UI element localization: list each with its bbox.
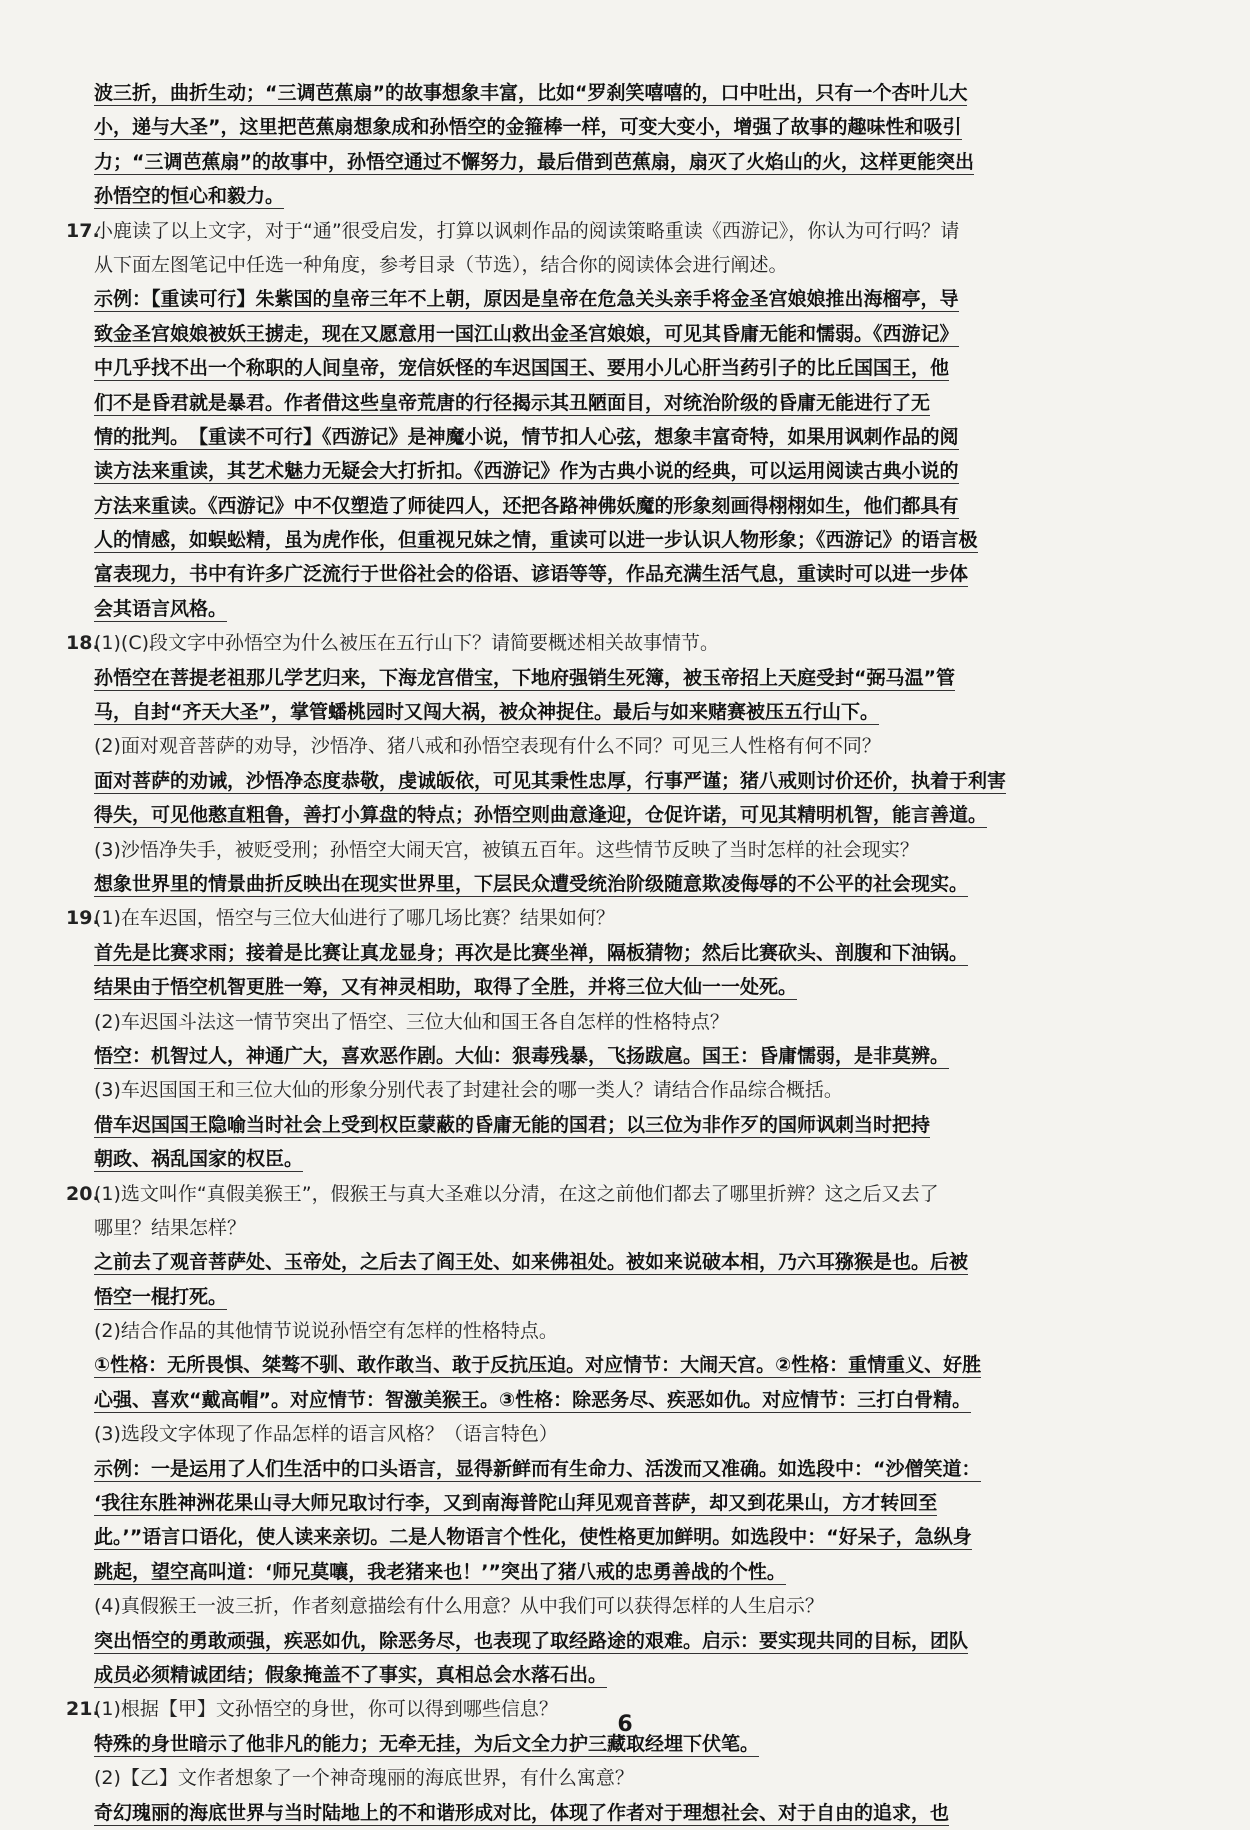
answer-line <box>94 557 1174 591</box>
line-text: 哪里？结果怎样？ <box>94 1216 247 1239</box>
answer-line <box>94 386 1174 420</box>
question-number: 18. <box>66 632 100 655</box>
line-text: 中几乎找不出一个称职的人间皇帝，宠信妖怪的车迟国国王、要用小儿心肝当药引子的比丘国国王，他 <box>94 357 950 380</box>
question-line <box>94 1589 1174 1623</box>
line-text: 面对菩萨的劝诫，沙悟净态度恭敬，虔诚皈依，可见其秉性忠厚，行事严谨；猪八戒则讨价还价，执着于利害 <box>94 769 1007 792</box>
question-line <box>94 729 1174 763</box>
question-line <box>94 1761 1174 1795</box>
question-number: 20. <box>66 1182 100 1205</box>
line-text: 富表现力，书中有许多广泛流行于世俗社会的俗语、谚语等等，作品充满生活气息，重读时可以进一步体 <box>94 563 969 586</box>
line-text: 奇幻瑰丽的海底世界与当时陆地上的不和谐形成对比，体现了作者对于理想社会、对于自由的追求，也 <box>94 1801 950 1824</box>
line-text: (2)面对观音菩萨的劝导，沙悟净、猪八戒和孙悟空表现有什么不同？可见三人性格有何不同？ <box>94 735 881 758</box>
line-text: 此。’”语言口语化，使人读来亲切。二是人物语言个性化，使性格更加鲜明。如选段中：“好呆子，急纵身 <box>94 1526 972 1549</box>
line-text: 结果由于悟空机智更胜一筹，又有神灵相助，取得了全胜，并将三位大仙一一处死。 <box>94 976 798 999</box>
line-text: 读方法来重读，其艺术魅力无疑会大打折扣。《西游记》作为古典小说的经典，可以运用阅读古典小说的 <box>94 460 959 483</box>
line-text: 首先是比赛求雨；接着是比赛让真龙显身；再次是比赛坐禅，隔板猜物；然后比赛砍头、剖腹和下油锅。 <box>94 941 969 964</box>
answer-line <box>94 179 1174 213</box>
answer-line <box>94 1658 1174 1692</box>
text-body <box>66 76 1174 1830</box>
page-number: 6 <box>617 1712 633 1737</box>
line-text: 们不是昏君就是暴君。作者借这些皇帝荒唐的行径揭示其丑陋面目，对统治阶级的昏庸无能进行了无 <box>94 391 931 414</box>
question-line <box>94 833 1174 867</box>
question-line <box>66 901 1174 935</box>
answer-line <box>94 1280 1174 1314</box>
line-text: 孙悟空在菩提老祖那儿学艺归来，下海龙宫借宝，下地府强销生死簿，被玉帝招上天庭受封“弼马温”管 <box>94 666 955 689</box>
line-text: 跳起，望空高叫道：‘师兄莫嚷，我老猪来也！’”突出了猪八戒的忠勇善战的个性。 <box>94 1560 786 1583</box>
answer-line <box>94 145 1174 179</box>
line-text: (3)车迟国国王和三位大仙的形象分别代表了封建社会的哪一类人？请结合作品综合概括。 <box>94 1079 843 1102</box>
answer-line <box>94 317 1174 351</box>
answer-line <box>94 592 1174 626</box>
line-text: 孙悟空的恒心和毅力。 <box>94 185 285 208</box>
question-line <box>66 1177 1174 1211</box>
line-text: 之前去了观音菩萨处、玉帝处，之后去了阎王处、如来佛祖处。被如来说破本相，乃六耳猕猴是也。后被 <box>94 1251 969 1274</box>
answer-line <box>94 454 1174 488</box>
answer-line <box>94 1555 1174 1589</box>
line-text: (3)沙悟净失手，被贬受刑；孙悟空大闹天宫，被镇五百年。这些情节反映了当时怎样的社会现实？ <box>94 838 919 861</box>
answer-line <box>94 1108 1174 1142</box>
answer-line <box>94 1520 1174 1554</box>
line-text: 小，递与大圣”，这里把芭蕉扇想象成和孙悟空的金箍棒一样，可变大变小，增强了故事的趣味性和吸引 <box>94 116 962 139</box>
answer-line <box>94 867 1174 901</box>
answer-line <box>94 1142 1174 1176</box>
answer-line <box>94 1245 1174 1279</box>
answer-line <box>94 1039 1174 1073</box>
answer-line <box>94 489 1174 523</box>
line-text: 力；“三调芭蕉扇”的故事中，孙悟空通过不懈努力，最后借到芭蕉扇，扇灭了火焰山的火，这样更能突出 <box>94 150 974 173</box>
answer-line <box>94 351 1174 385</box>
answer-line <box>94 1348 1174 1382</box>
line-text: (3)选段文字体现了作品怎样的语言风格？（语言特色） <box>94 1423 558 1446</box>
line-text: 心强、喜欢“戴高帽”。对应情节：智激美猴王。③性格：除恶务尽、疾恶如仇。对应情节：三打白骨精。 <box>94 1388 972 1411</box>
answer-line <box>94 1624 1174 1658</box>
line-text: 朝政、祸乱国家的权臣。 <box>94 1148 304 1171</box>
line-text: ‘我往东胜神洲花果山寻大师兄取讨行李，又到南海普陀山拜见观音菩萨，却又到花果山，方才转回至 <box>94 1492 938 1515</box>
line-text: (2)车迟国斗法这一情节突出了悟空、三位大仙和国王各自怎样的性格特点？ <box>94 1010 729 1033</box>
line-text: (2)结合作品的其他情节说说孙悟空有怎样的性格特点。 <box>94 1320 558 1343</box>
question-number: 21. <box>66 1698 100 1721</box>
answer-line <box>94 1383 1174 1417</box>
question-line <box>94 1211 1174 1245</box>
line-text: 从下面左图笔记中任选一种角度，参考目录（节选），结合你的阅读体会进行阐述。 <box>94 253 788 276</box>
answer-line <box>94 420 1174 454</box>
question-line <box>94 1417 1174 1451</box>
question-line <box>94 1314 1174 1348</box>
line-text: 小鹿读了以上文字，对于“通”很受启发，打算以讽刺作品的阅读策略重读《西游记》，你认为可行吗？请 <box>94 219 960 242</box>
line-text: (1)根据【甲】文孙悟空的身世，你可以得到哪些信息？ <box>94 1698 558 1721</box>
line-text: ①性格：无所畏惧、桀骜不驯、敢作敢当、敢于反抗压迫。对应情节：大闹天宫。②性格：重情重义、好胜 <box>94 1354 982 1377</box>
answer-line <box>94 1452 1174 1486</box>
question-number: 17. <box>66 219 100 242</box>
line-text: 波三折，曲折生动；“三调芭蕉扇”的故事想象丰富，比如“罗刹笑嘻嘻的，口中吐出，只有一个杏叶儿大 <box>94 82 968 104</box>
line-text: 会其语言风格。 <box>94 597 228 620</box>
answer-line <box>94 523 1174 557</box>
answer-line <box>94 110 1174 144</box>
line-text: 突出悟空的勇敢顽强，疾恶如仇，除恶务尽，也表现了取经路途的艰难。启示：要实现共同的目标，团队 <box>94 1629 969 1652</box>
answer-line <box>94 798 1174 832</box>
line-text: 成员必须精诚团结；假象掩盖不了事实，真相总会水落石出。 <box>94 1663 608 1686</box>
answer-line <box>94 970 1174 1004</box>
question-line <box>66 626 1174 660</box>
line-text: (1)在车迟国，悟空与三位大仙进行了哪几场比赛？结果如何？ <box>94 907 615 930</box>
line-text: 悟空一棍打死。 <box>94 1285 228 1308</box>
answer-line <box>94 661 1174 695</box>
line-text: 特殊的身世暗示了他非凡的能力；无牵无挂，为后文全力护三藏取经埋下伏笔。 <box>94 1732 760 1755</box>
line-text: 马，自封“齐天大圣”，掌管蟠桃园时又闯大祸，被众神捉住。最后与如来赌赛被压五行山下。 <box>94 701 879 724</box>
question-line <box>66 214 1174 248</box>
answer-line <box>94 1486 1174 1520</box>
question-line <box>94 1005 1174 1039</box>
line-text: (1)(C)段文字中孙悟空为什么被压在五行山下？请简要概述相关故事情节。 <box>94 632 720 655</box>
question-number: 19. <box>66 907 100 930</box>
line-text: 示例：【重读可行】朱紫国的皇帝三年不上朝，原因是皇帝在危急关头亲手将金圣宫娘娘推出海榴亭，导 <box>94 288 959 311</box>
answer-line <box>94 764 1174 798</box>
answer-line <box>94 1796 1174 1830</box>
line-text: 致金圣宫娘娘被妖王掳走，现在又愿意用一国江山救出金圣宫娘娘，可见其昏庸无能和懦弱。《西游记》 <box>94 322 959 345</box>
line-text: 示例：一是运用了人们生活中的口头语言，显得新鲜而有生命力、活泼而又准确。如选段中：“沙僧笑道： <box>94 1457 981 1480</box>
line-text: 悟空：机智过人，神通广大，喜欢恶作剧。大仙：狠毒残暴，飞扬跋扈。国王：昏庸懦弱，是非莫辨。 <box>94 1044 950 1067</box>
line-text: (1)选文叫作“真假美猴王”，假猴王与真大圣难以分清，在这之前他们都去了哪里折辨？这之后又去了 <box>94 1182 939 1205</box>
question-line <box>94 248 1174 282</box>
line-text: 情的批判。 【重读不可行】《西游记》是神魔小说，情节扣人心弦，想象丰富奇特，如果用讽刺作品的阅 <box>94 425 959 448</box>
line-text: 人的情感，如蜈蚣精，虽为虎作伥，但重视兄妹之情，重读可以进一步认识人物形象；《西游记》的语言极 <box>94 529 978 552</box>
answer-line <box>94 936 1174 970</box>
line-text: (4)真假猴王一波三折，作者刻意描绘有什么用意？从中我们可以获得怎样的人生启示？ <box>94 1595 824 1618</box>
line-text: 得失，可见他憨直粗鲁，善打小算盘的特点；孙悟空则曲意逢迎，仓促许诺，可见其精明机智，能言善道。 <box>94 804 988 827</box>
line-text: (2)【乙】文作者想象了一个神奇瑰丽的海底世界，有什么寓意？ <box>94 1767 634 1790</box>
answer-line <box>94 282 1174 316</box>
line-text: 方法来重读。《西游记》中不仅塑造了师徒四人，还把各路神佛妖魔的形象刻画得栩栩如生，他们都具有 <box>94 494 959 517</box>
question-line <box>94 1073 1174 1107</box>
answer-line <box>94 695 1174 729</box>
answer-line <box>94 76 1174 110</box>
line-text: 想象世界里的情景曲折反映出在现实世界里，下层民众遭受统治阶级随意欺凌侮辱的不公平的社会现实。 <box>94 872 969 895</box>
line-text: 借车迟国国王隐喻当时社会上受到权臣蒙蔽的昏庸无能的国君；以三位为非作歹的国师讽刺当时把持 <box>94 1113 931 1136</box>
